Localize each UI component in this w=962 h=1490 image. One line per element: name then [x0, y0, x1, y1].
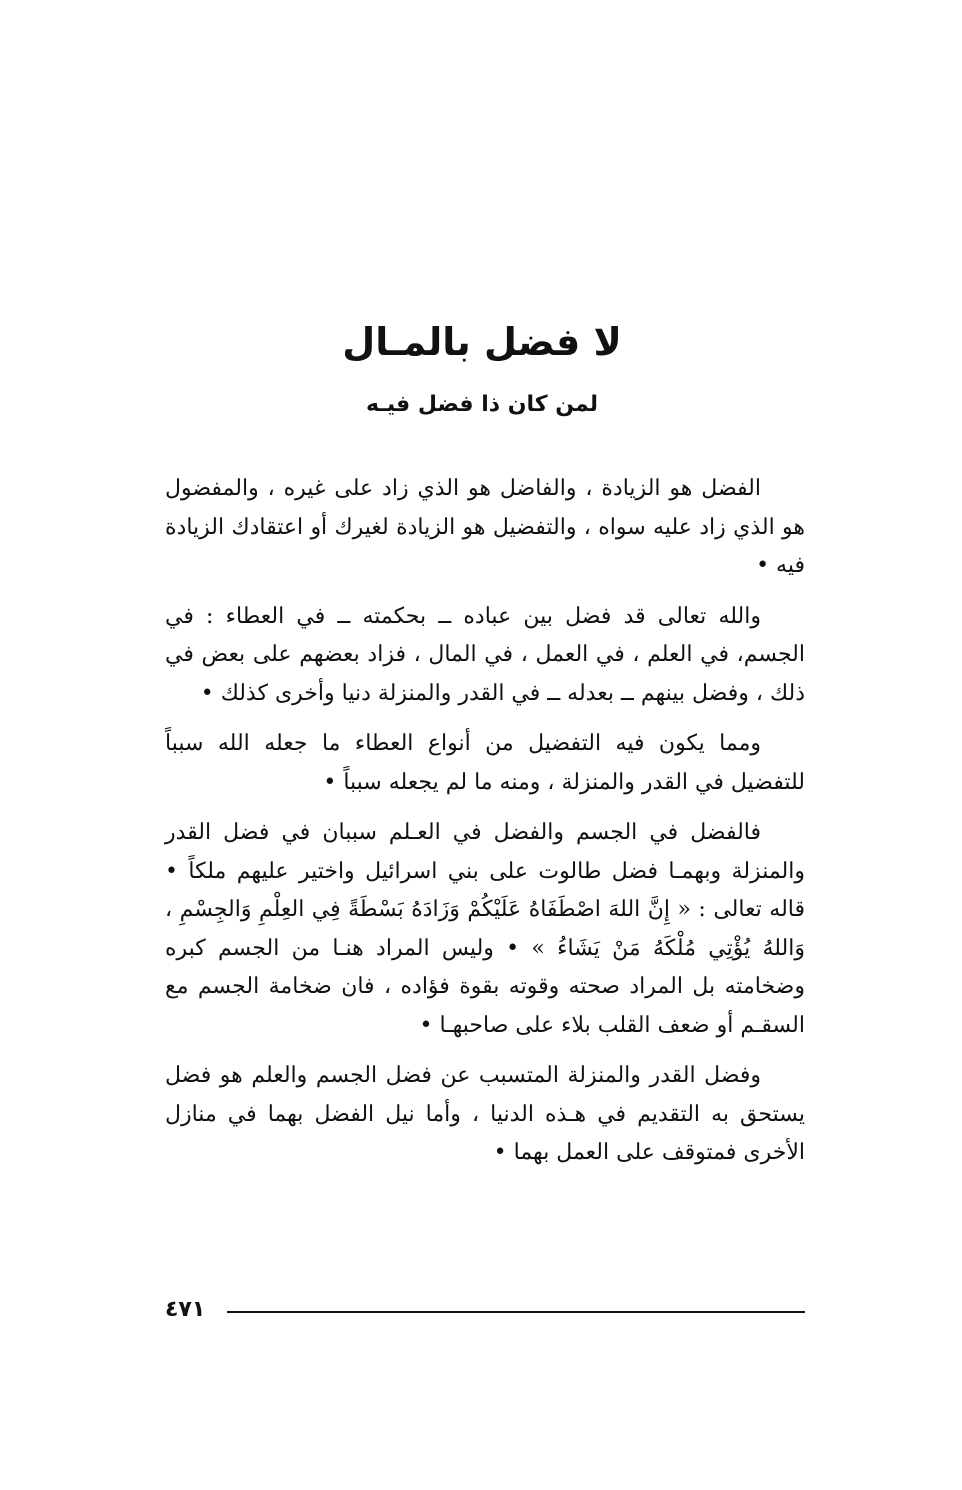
- paragraph-3: ومما يكون فيه التفضيل من أنواع العطاء ما جعله الله سبباً للتفضيل في القدر والمنزلة ، ومنه ما لم يجعله سبباً •: [165, 731, 805, 795]
- page-title: لا فضل بالمـال: [342, 320, 622, 364]
- paragraph-5: وفضل القدر والمنزلة المتسبب عن فضل الجسم والعلم هو فضل يستحق به التقديم في هـذه الدنيا ، وأما نيل الفضل بهما في منازل الأخرى فمتوقف على العمل بهما •: [165, 1063, 805, 1165]
- page-footer: [165, 1295, 805, 1325]
- page-number: ٤٧١: [165, 1297, 206, 1322]
- paragraph-4: فالفضل في الجسم والفضل في العـلم سببان في فضل القدر والمنزلة وبهمـا فضل طالوت على بني اسرائيل واختير عليهم ملكاً • قاله تعالى : « إِنَّ اللهَ اصْطَفَاهُ عَلَيْكُمْ وَزَادَهُ بَسْطَةً فِي العِلْمِ وَالجِسْمِ ، وَاللهُ يُؤْتِي مُلْكَهُ مَنْ يَشَاءُ » • وليس المراد هنـا من الجسم كبره وضخامته بل المراد صحته وقوته بقوة فؤاده ، فان ضخامة الجسم مع السقـم أو ضعف القلب بلاء على صاحبهـا •: [165, 820, 805, 1038]
- paragraph-2: والله تعالى قد فضل بين عباده ــ بحكمته ــ في العطاء : في الجسم، في العلم ، في العمل ، في المال ، فزاد بعضهم على بعض في ذلك ، وفضل بينهم ــ بعدله ــ في القدر والمنزلة دنيا وأخرى كذلك •: [165, 603, 805, 706]
- page-subtitle: لمن كان ذا فضل فيـه: [365, 392, 599, 417]
- body-text: [165, 470, 805, 1185]
- footer-divider: [227, 1311, 805, 1313]
- paragraph-1: الفضل هو الزيادة ، والفاضل هو الذي زاد على غيره ، والمفضول هو الذي زاد عليه سواه ، والتفضيل هو الزيادة لغيرك أو اعتقادك الزيادة فيه •: [165, 476, 805, 578]
